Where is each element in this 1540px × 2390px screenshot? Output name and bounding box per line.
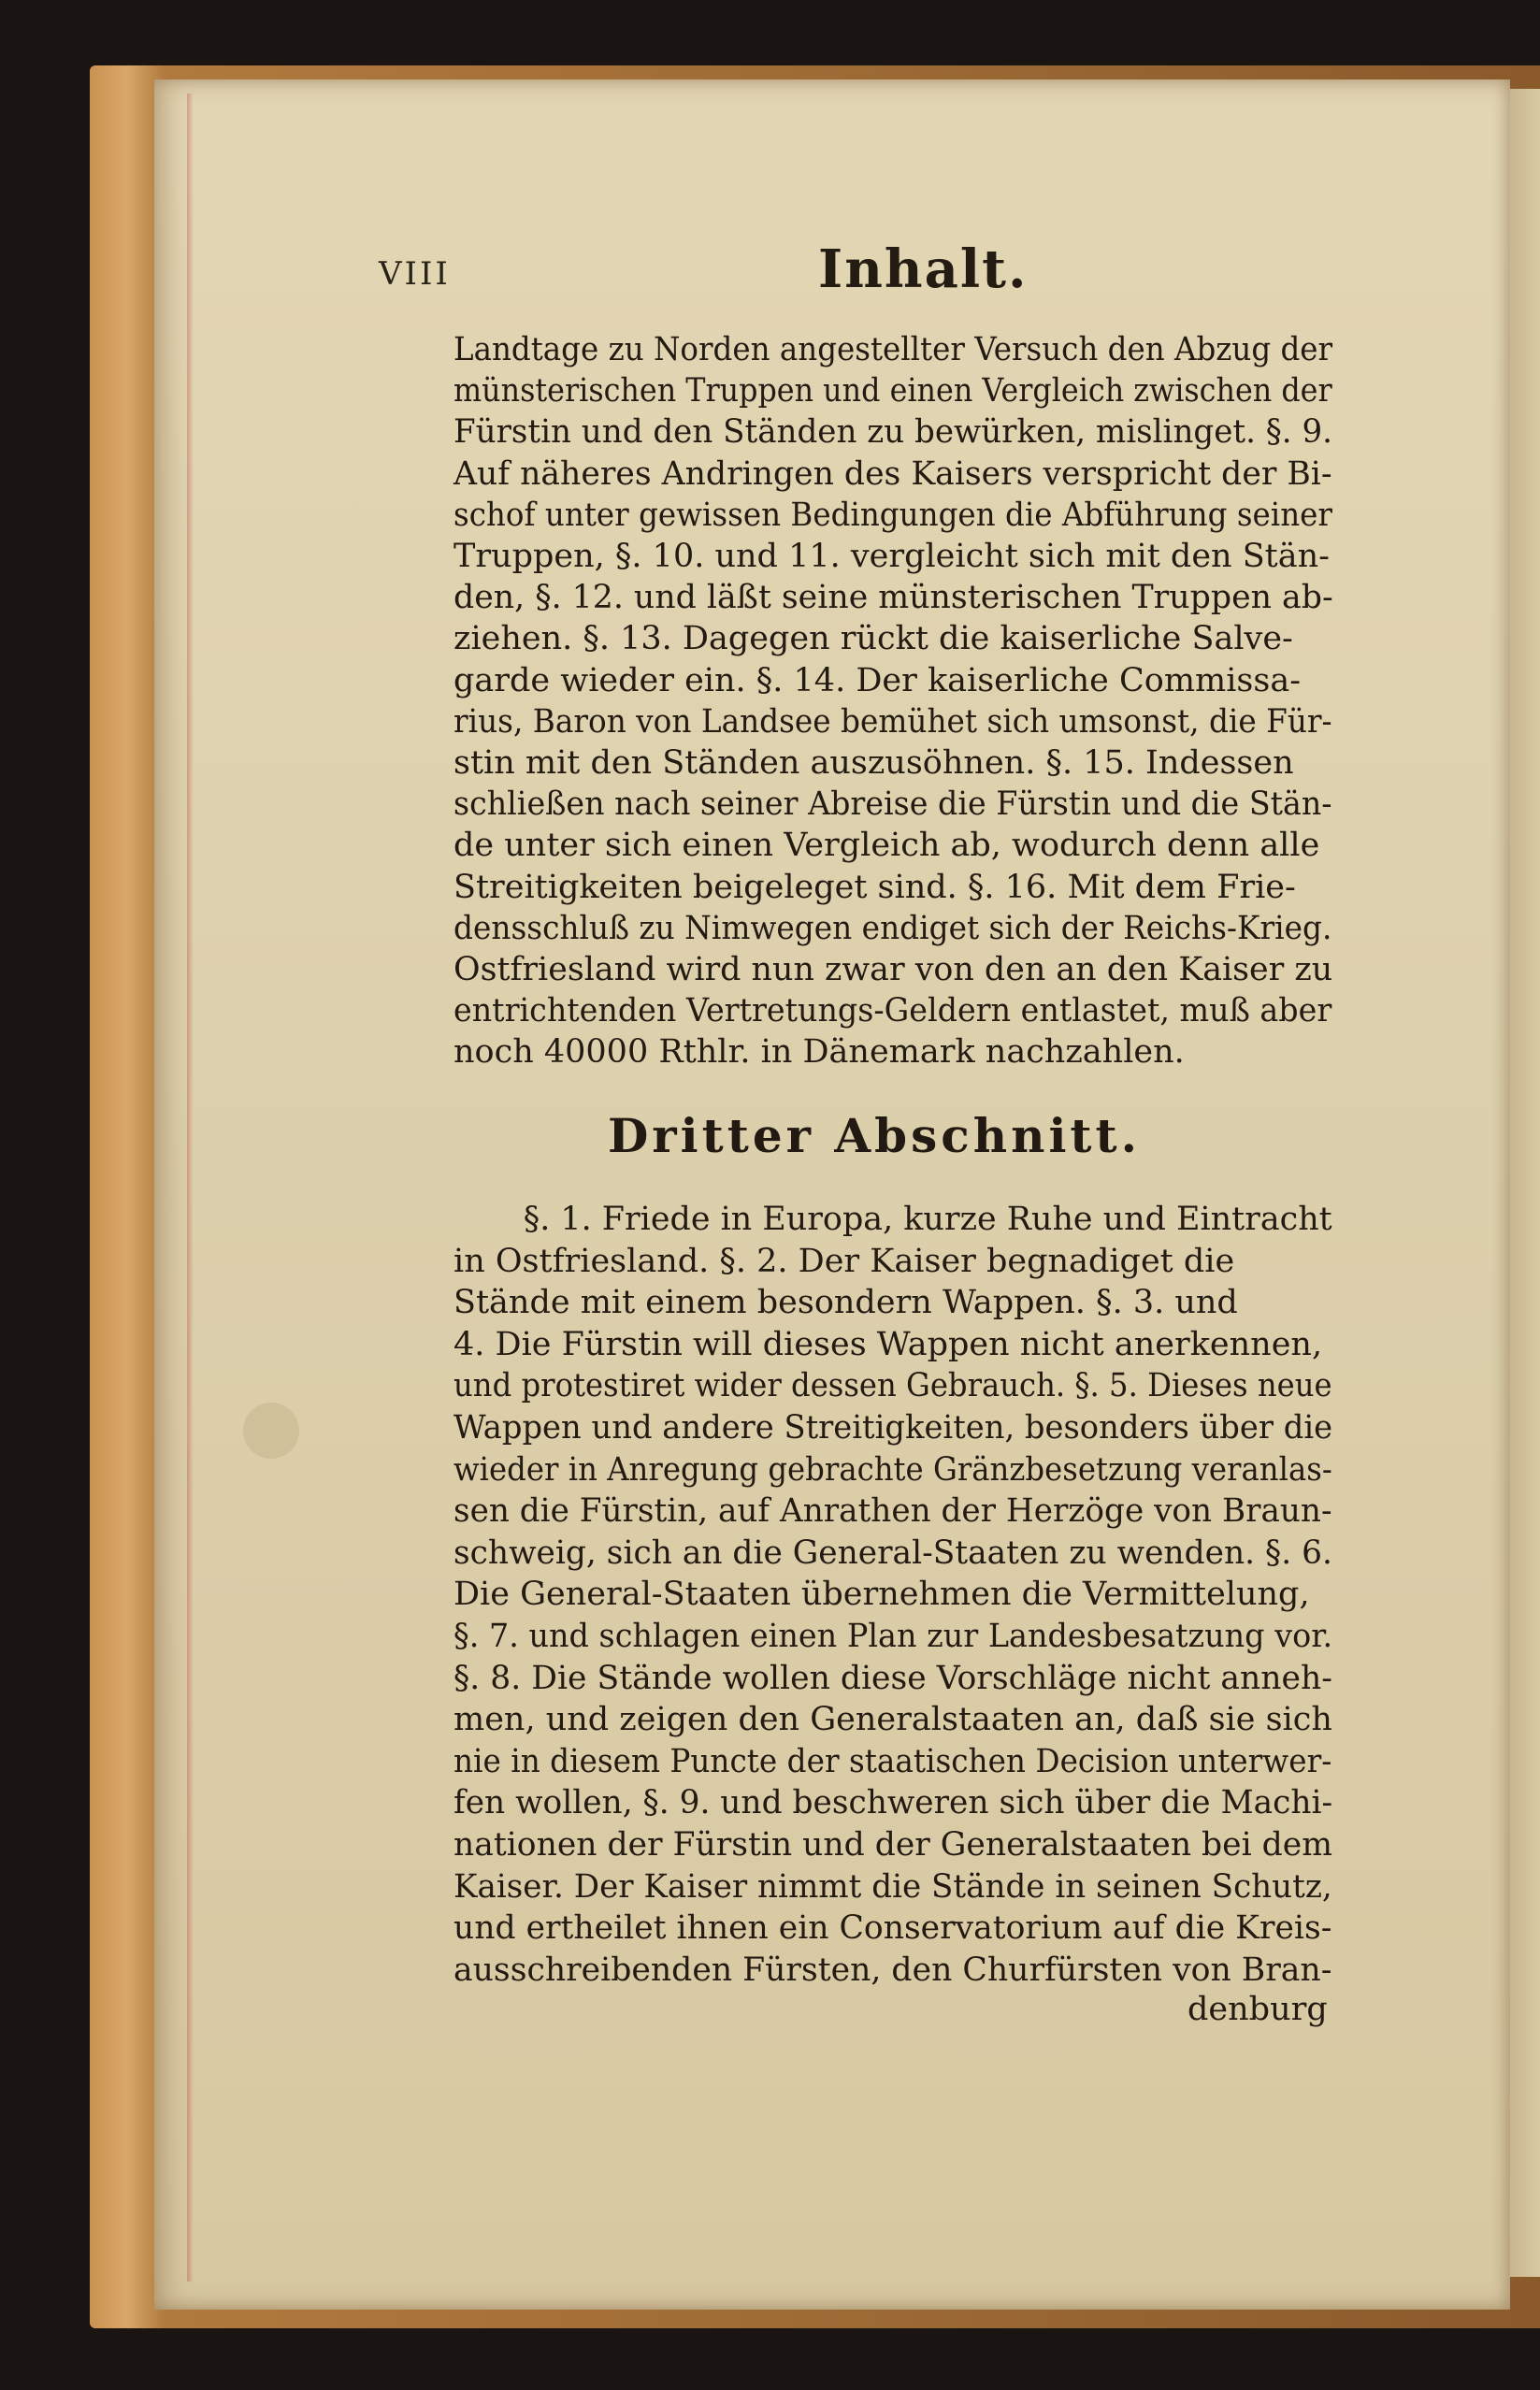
- paragraph-1: [453, 329, 1332, 1073]
- text-line: wieder in Anregung gebrachte Gränzbesetzung veranlas-: [453, 1450, 1332, 1489]
- text-line: men, und zeigen den Generalstaaten an, daß sie sich: [453, 1701, 1332, 1739]
- text-line: in Ostfriesland. §. 2. Der Kaiser begnadiget die: [453, 1242, 1235, 1280]
- page-gutter: [187, 94, 193, 2282]
- text-line: den, §. 12. und läßt seine münsterischen Truppen ab-: [453, 579, 1333, 617]
- text-line: und protestiret wider dessen Gebrauch. §. 5. Dieses neue: [453, 1367, 1332, 1405]
- text-line: noch 40000 Rthlr. in Dänemark nachzahlen.: [453, 1033, 1185, 1072]
- text-line: schließen nach seiner Abreise die Fürstin und die Stän-: [453, 785, 1332, 824]
- text-line: ausschreibenden Fürsten, den Churfürsten von Bran-: [453, 1951, 1332, 1989]
- text-line: rius, Baron von Landsee bemühet sich umsonst, die Für-: [453, 702, 1332, 741]
- text-line: sen die Fürstin, auf Anrathen der Herzöge von Braun-: [453, 1492, 1332, 1531]
- text-line: §. 7. und schlagen einen Plan zur Landesbesatzung vor.: [453, 1617, 1333, 1655]
- text-line: Fürstin und den Ständen zu bewürken, mislinget. §. 9.: [453, 413, 1333, 452]
- text-line: nationen der Fürstin und der Generalstaaten bei dem: [453, 1825, 1332, 1864]
- text-line: garde wieder ein. §. 14. Der kaiserliche Commissa-: [453, 661, 1302, 699]
- text-line: Stände mit einem besondern Wappen. §. 3. und: [453, 1284, 1238, 1322]
- text-line: Wappen und andere Streitigkeiten, besonders über die: [453, 1408, 1333, 1447]
- text-line: Auf näheres Andringen des Kaisers verspricht der Bi-: [453, 454, 1332, 493]
- paragraph-2: [453, 1199, 1332, 1991]
- text-line: münsterischen Truppen und einen Vergleich zwischen der: [453, 372, 1332, 410]
- text-line: Streitigkeiten beigeleget sind. §. 16. Mit dem Frie-: [453, 868, 1296, 906]
- text-line: entrichtenden Vertretungs-Geldern entlastet, muß aber: [453, 992, 1332, 1030]
- section-heading: Dritter Abschnitt.: [607, 1108, 1142, 1163]
- text-line: ziehen. §. 13. Dagegen rückt die kaiserliche Salve-: [453, 620, 1293, 658]
- text-line: und ertheilet ihnen ein Conservatorium auf die Kreis-: [453, 1909, 1332, 1948]
- text-line: stin mit den Ständen auszusöhnen. §. 15. Indessen: [453, 744, 1294, 783]
- text-line: de unter sich einen Vergleich ab, wodurch denn alle: [453, 827, 1320, 865]
- text-line: Landtage zu Norden angestellter Versuch den Abzug der: [453, 331, 1333, 368]
- text-line: §. 1. Friede in Europa, kurze Ruhe und Eintracht: [523, 1201, 1332, 1238]
- running-title: Inhalt.: [818, 238, 1029, 300]
- text-line: densschluß zu Nimwegen endiget sich der Reichs-Krieg.: [453, 909, 1332, 947]
- text-line: 4. Die Fürstin will dieses Wappen nicht anerkennen,: [453, 1325, 1323, 1363]
- text-line: fen wollen, §. 9. und beschweren sich über die Machi-: [453, 1784, 1333, 1822]
- text-line: nie in diesem Puncte der staatischen Decision unterwer-: [453, 1742, 1332, 1780]
- page-header: [379, 238, 1323, 313]
- text-line: Kaiser. Der Kaiser nimmt die Stände in seinen Schutz,: [453, 1867, 1332, 1906]
- text-line: §. 8. Die Stände wollen diese Vorschläge nicht anneh-: [453, 1659, 1332, 1697]
- text-line: Die General-Staaten übernehmen die Vermittelung,: [453, 1576, 1310, 1614]
- text-line: schweig, sich an die General-Staaten zu wenden. §. 6.: [453, 1533, 1332, 1572]
- text-line: schof unter gewissen Bedingungen die Abführung seiner: [453, 496, 1332, 534]
- text-line: Ostfriesland wird nun zwar von den an den Kaiser zu: [453, 951, 1333, 989]
- paper-stain: [243, 1403, 299, 1459]
- page-number: VIII: [379, 255, 451, 293]
- catchword: denburg: [1187, 1991, 1328, 2028]
- text-line: Truppen, §. 10. und 11. vergleicht sich mit den Stän-: [453, 538, 1330, 576]
